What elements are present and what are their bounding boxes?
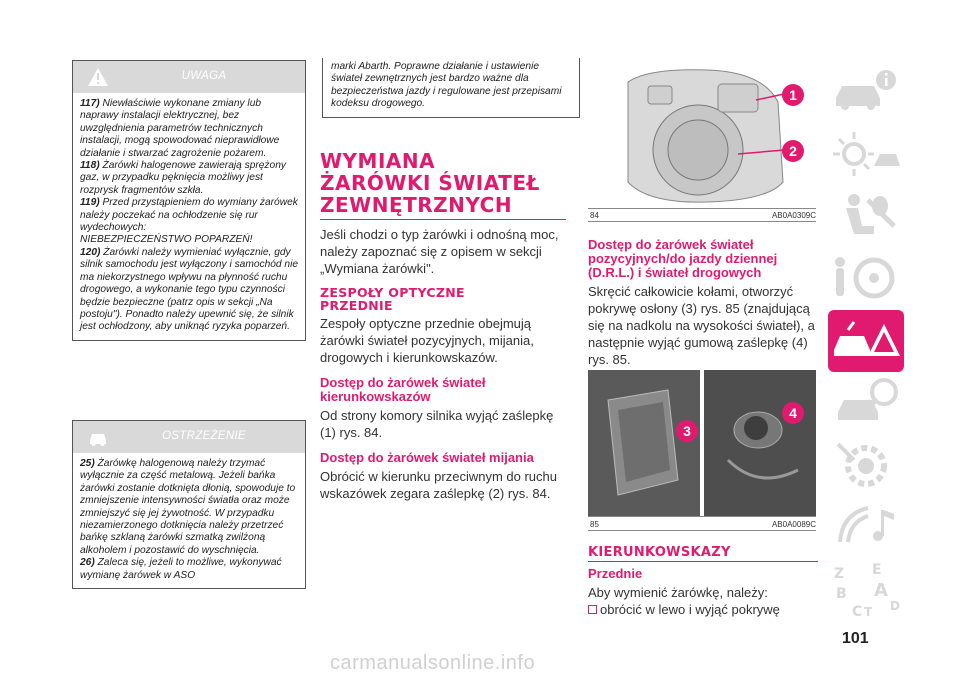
warning-item: 117) Niewłaściwie wykonane zmiany lub naprawy instalacji elektrycznej, bez uwzględnienia parametrów technicznych instalacji, mogą spowodować nieprawidłowe działanie i stwarzać zagrożenie pożarem. <box>80 98 280 159</box>
callout-4: 4 <box>782 402 804 424</box>
replace-text: Aby wymienić żarówkę, należy: <box>588 585 768 600</box>
caution-body <box>73 453 305 588</box>
warning-item: 120) Żarówki należy wymieniać wyłącznie, gdy silnik samochodu jest wyłączony i samochód nie ma niekorzystnego wpływu na płynność ruchu drogowego, a wykonanie tego typu czynności będzie bezpieczne (patrz opis w sekcji „Na postoju"). Ponadto należy upewnić się, że silnik jest ochłodzony, aby uniknąć ryzyka poparzeń. <box>80 246 299 333</box>
sidebar-tab-technical-data[interactable] <box>828 434 904 496</box>
right-content-top <box>588 238 818 368</box>
svg-text:B: B <box>836 586 847 602</box>
breakdown-car-icon <box>828 310 904 372</box>
access-low-title: Dostęp do żarówek świateł mijania <box>320 450 534 465</box>
access-drl-text: Skręcić całkowicie kołami, otworzyć pokrywę osłony (3) rys. 85 (znajdującą się na nadkolu na wysokości świateł), a następnie wyjąć gumową zaślepkę (4) rys. 85. <box>588 284 815 367</box>
svg-text:A: A <box>874 580 888 601</box>
index-icon <box>828 558 904 620</box>
footer-watermark: carmanualsonline.info <box>330 652 536 674</box>
figure-84-caption: 84 AB0A0309C <box>590 211 816 220</box>
warning-lights-icon <box>828 124 904 186</box>
sidebar-tab-warning-lights[interactable] <box>828 124 904 186</box>
callout-2: 2 <box>782 140 804 162</box>
bullet-item: obrócić w lewo i wyjąć pokrywę <box>588 601 818 618</box>
svg-text:T: T <box>864 605 873 619</box>
section-title: WYMIANA ŻARÓWKI ŚWIATEŁ ZEWNĘTRZNYCH <box>320 150 566 220</box>
access-turn-text: Od strony komory silnika wyjąć zaślepkę (1) rys. 84. <box>320 408 554 440</box>
figure-84-image <box>588 62 816 209</box>
sidebar-tab-start-drive[interactable] <box>828 248 904 310</box>
sidebar-tab-safety[interactable] <box>828 186 904 248</box>
caution-box <box>72 420 306 589</box>
caution-item: 26) Zaleca się, jeżeli to możliwe, wykonywać wymianę żarówek w ASO <box>80 557 282 581</box>
subsection-title: ZESPOŁY OPTYCZNE PRZEDNIE <box>320 285 465 313</box>
sidebar-tab-index[interactable] <box>828 558 904 620</box>
front-subheading: Przednie <box>588 566 643 581</box>
figure-85-caption: 85 AB0A0089C <box>590 520 816 529</box>
wheel-arch-photo <box>588 370 816 516</box>
access-low-text: Obrócić w kierunku przeciwnym do ruchu wskazówek zegara zaślepkę (2) rys. 84. <box>320 469 557 501</box>
subsection-text: Zespoły optyczne przednie obejmują żarówki świateł pozycyjnych, mijania, drogowych i kierunkowskazów. <box>320 316 534 365</box>
access-turn-title: Dostęp do żarówek świateł kierunkowskazów <box>320 375 486 404</box>
svg-text:D: D <box>890 599 900 613</box>
caution-item: 25) Żarówkę halogenową należy trzymać wyłącznie za część metalową. Jeżeli bańka żarówki zostanie dotknięta dłonią, spowoduje to zmniejszenie intensywności światła oraz może zmniejszyć się jej żywotność. W przypadku niezamierzonego dotknięcia należy przetrzeć bańkę szklaną żarówki szmatką zwilżoną alkoholem i pozostawić do wyschnięcia. <box>80 458 296 556</box>
dashboard-info-icon <box>828 62 904 124</box>
sidebar-tab-emergency[interactable] <box>828 310 904 372</box>
warning-title: UWAGA <box>181 70 227 82</box>
right-content-bottom <box>588 546 818 618</box>
svg-text:C: C <box>852 604 863 620</box>
bullet-square-icon <box>588 605 597 614</box>
headlamp-illustration <box>588 62 816 208</box>
access-drl-title: Dostęp do żarówek świateł pozycyjnych/do jazdy dziennej (D.R.L.) i świateł drogowych <box>588 237 778 280</box>
warning-item: 119) Przed przystąpieniem do wymiany żarówek należy poczekać na ochłodzenie się rur wydechowych: <box>80 197 298 234</box>
figure-84-rule <box>588 221 816 222</box>
section-content <box>320 150 566 502</box>
airbag-seat-icon <box>828 186 904 248</box>
warning-body <box>73 93 305 340</box>
caution-title: OSTRZEŻENIE <box>162 430 246 442</box>
svg-text:Z: Z <box>834 566 845 582</box>
warning-item: 118) Żarówki halogenowe zawierają sprężony gaz, w przypadku pęknięcia możliwy jest rozprysk fragmentów szkła. <box>80 160 286 196</box>
warning-box <box>72 60 306 341</box>
callout-3: 3 <box>676 420 698 442</box>
sidebar-tab-maintenance[interactable] <box>828 372 904 434</box>
figure-85-image <box>588 370 816 517</box>
warning-item: NIEBEZPIECZEŃSTWO POPARZEŃ! <box>80 234 253 246</box>
warning-continuation: marki Abarth. Poprawne działanie i ustawienie świateł zewnętrznych jest bardzo ważne dla bezpieczeństwa jazdy i regulowane jest przepisami kodeksu drogowego. <box>322 58 580 118</box>
technical-data-icon <box>828 434 904 496</box>
figure-85-rule <box>588 530 816 531</box>
caution-header <box>73 421 305 453</box>
callout-1: 1 <box>782 84 804 106</box>
svg-text:E: E <box>872 562 882 578</box>
turn-signals-heading: KIERUNKOWSKAZY <box>588 546 818 562</box>
section-intro: Jeśli chodzi o typ żarówki i odnośną moc, należy zapoznać się z opisem w sekcji „Wymiana żarówki". <box>320 227 559 276</box>
sidebar-tab-multimedia[interactable] <box>828 496 904 558</box>
page-number: 101 <box>842 630 869 647</box>
steering-key-icon <box>828 248 904 310</box>
multimedia-icon <box>828 496 904 558</box>
warning-header <box>73 61 305 93</box>
sidebar-tab-dashboard[interactable] <box>828 62 904 124</box>
car-service-icon <box>828 372 904 434</box>
